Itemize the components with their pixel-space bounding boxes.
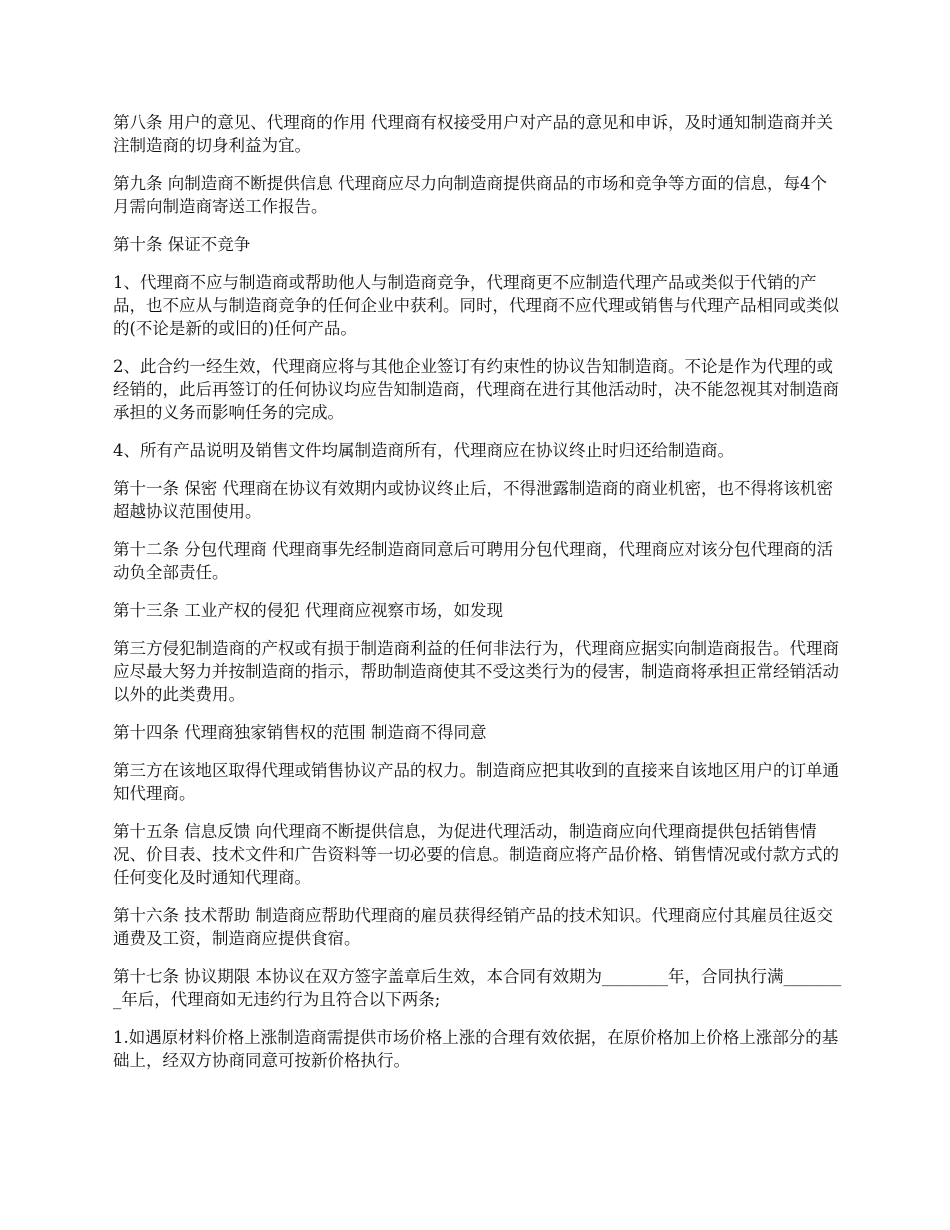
article-13-continuation: 第三方侵犯制造商的产权或有损于制造商利益的任何非法行为，代理商应据实向制造商报告。代理商应尽最大努力并按制造商的指示，帮助制造商使其不受这类行为的侵害，制造商将承担正常经销活动以外的此类费用。 — [113, 639, 839, 704]
article-16-body: 制造商应帮助代理商的雇员获得经销产品的技术知识。代理商应付其雇员往返交通费及工资，制造商应提供食宿。 — [113, 906, 833, 948]
article-17-body: 本协议在双方签字盖章后生效，本合同有效期为________年，合同执行满________年后，代理商如无违约行为且符合以下两条; — [113, 967, 842, 1009]
article-8-body: 代理商有权接受用户对产品的意见和申诉，及时通知制造商并关注制造商的切身利益为宜。 — [113, 113, 833, 155]
article-14-body: 制造商不得同意 — [371, 723, 487, 742]
article-13-heading: 第十三条 工业产权的侵犯 — [113, 601, 300, 620]
article-14-continuation: 第三方在该地区取得代理或销售协议产品的权力。制造商应把其收到的直接来自该地区用户的订单通知代理商。 — [113, 761, 839, 803]
article-10-clause-4: 4、所有产品说明及销售文件均属制造商所有，代理商应在协议终止时归还给制造商。 — [113, 441, 734, 460]
article-12 — [113, 538, 843, 584]
article-12-body: 代理商事先经制造商同意后可聘用分包代理商，代理商应对该分包代理商的活动负全部责任。 — [113, 540, 833, 582]
article-9 — [113, 172, 843, 218]
article-14-heading: 第十四条 代理商独家销售权的范围 — [113, 723, 366, 742]
article-13 — [113, 599, 843, 622]
article-16 — [113, 904, 843, 950]
article-13-body: 代理商应视察市场，如发现 — [305, 601, 503, 620]
article-10-clause-2: 2、此合约一经生效，代理商应将与其他企业签订有约束性的协议告知制造商。不论是作为代理的或经销的，此后再签订的任何协议均应告知制造商，代理商在进行其他活动时，决不能忽视其对制造商承担的义务而影响任务的完成。 — [113, 357, 839, 422]
article-15 — [113, 820, 843, 889]
article-16-heading: 第十六条 技术帮助 — [113, 906, 251, 925]
article-10-title: 第十条 保证不竞争 — [113, 235, 251, 254]
article-8 — [113, 111, 843, 157]
article-11-heading: 第十一条 保密 — [113, 479, 218, 498]
article-11 — [113, 477, 843, 523]
article-9-heading: 第九条 向制造商不断提供信息 — [113, 174, 333, 193]
article-17-heading: 第十七条 协议期限 — [113, 967, 251, 986]
article-17-clause-1: 1.如遇原材料价格上涨制造商需提供市场价格上涨的合理有效依据，在原价格加上价格上涨部分的基础上，经双方协商同意可按新价格执行。 — [113, 1028, 839, 1070]
article-9-body: 代理商应尽力向制造商提供商品的市场和竞争等方面的信息，每4个月需向制造商寄送工作报告。 — [113, 174, 827, 216]
article-17 — [113, 965, 843, 1011]
document-page — [113, 111, 843, 1087]
article-11-body: 代理商在协议有效期内或协议终止后，不得泄露制造商的商业机密，也不得将该机密超越协议范围使用。 — [113, 479, 833, 521]
article-14 — [113, 721, 843, 744]
article-15-body: 向代理商不断提供信息，为促进代理活动，制造商应向代理商提供包括销售情况、价目表、技术文件和广告资料等一切必要的信息。制造商应将产品价格、销售情况或付款方式的任何变化及时通知代理商。 — [113, 822, 839, 887]
article-12-heading: 第十二条 分包代理商 — [113, 540, 267, 559]
article-10-clause-1: 1、代理商不应与制造商或帮助他人与制造商竞争，代理商更不应制造代理产品或类似于代销的产品，也不应从与制造商竞争的任何企业中获利。同时，代理商不应代理或销售与代理产品相同或类似的(不论是新的或旧的)任何产品。 — [113, 273, 839, 338]
article-8-heading: 第八条 用户的意见、代理商的作用 — [113, 113, 366, 132]
article-15-heading: 第十五条 信息反馈 — [113, 822, 251, 841]
